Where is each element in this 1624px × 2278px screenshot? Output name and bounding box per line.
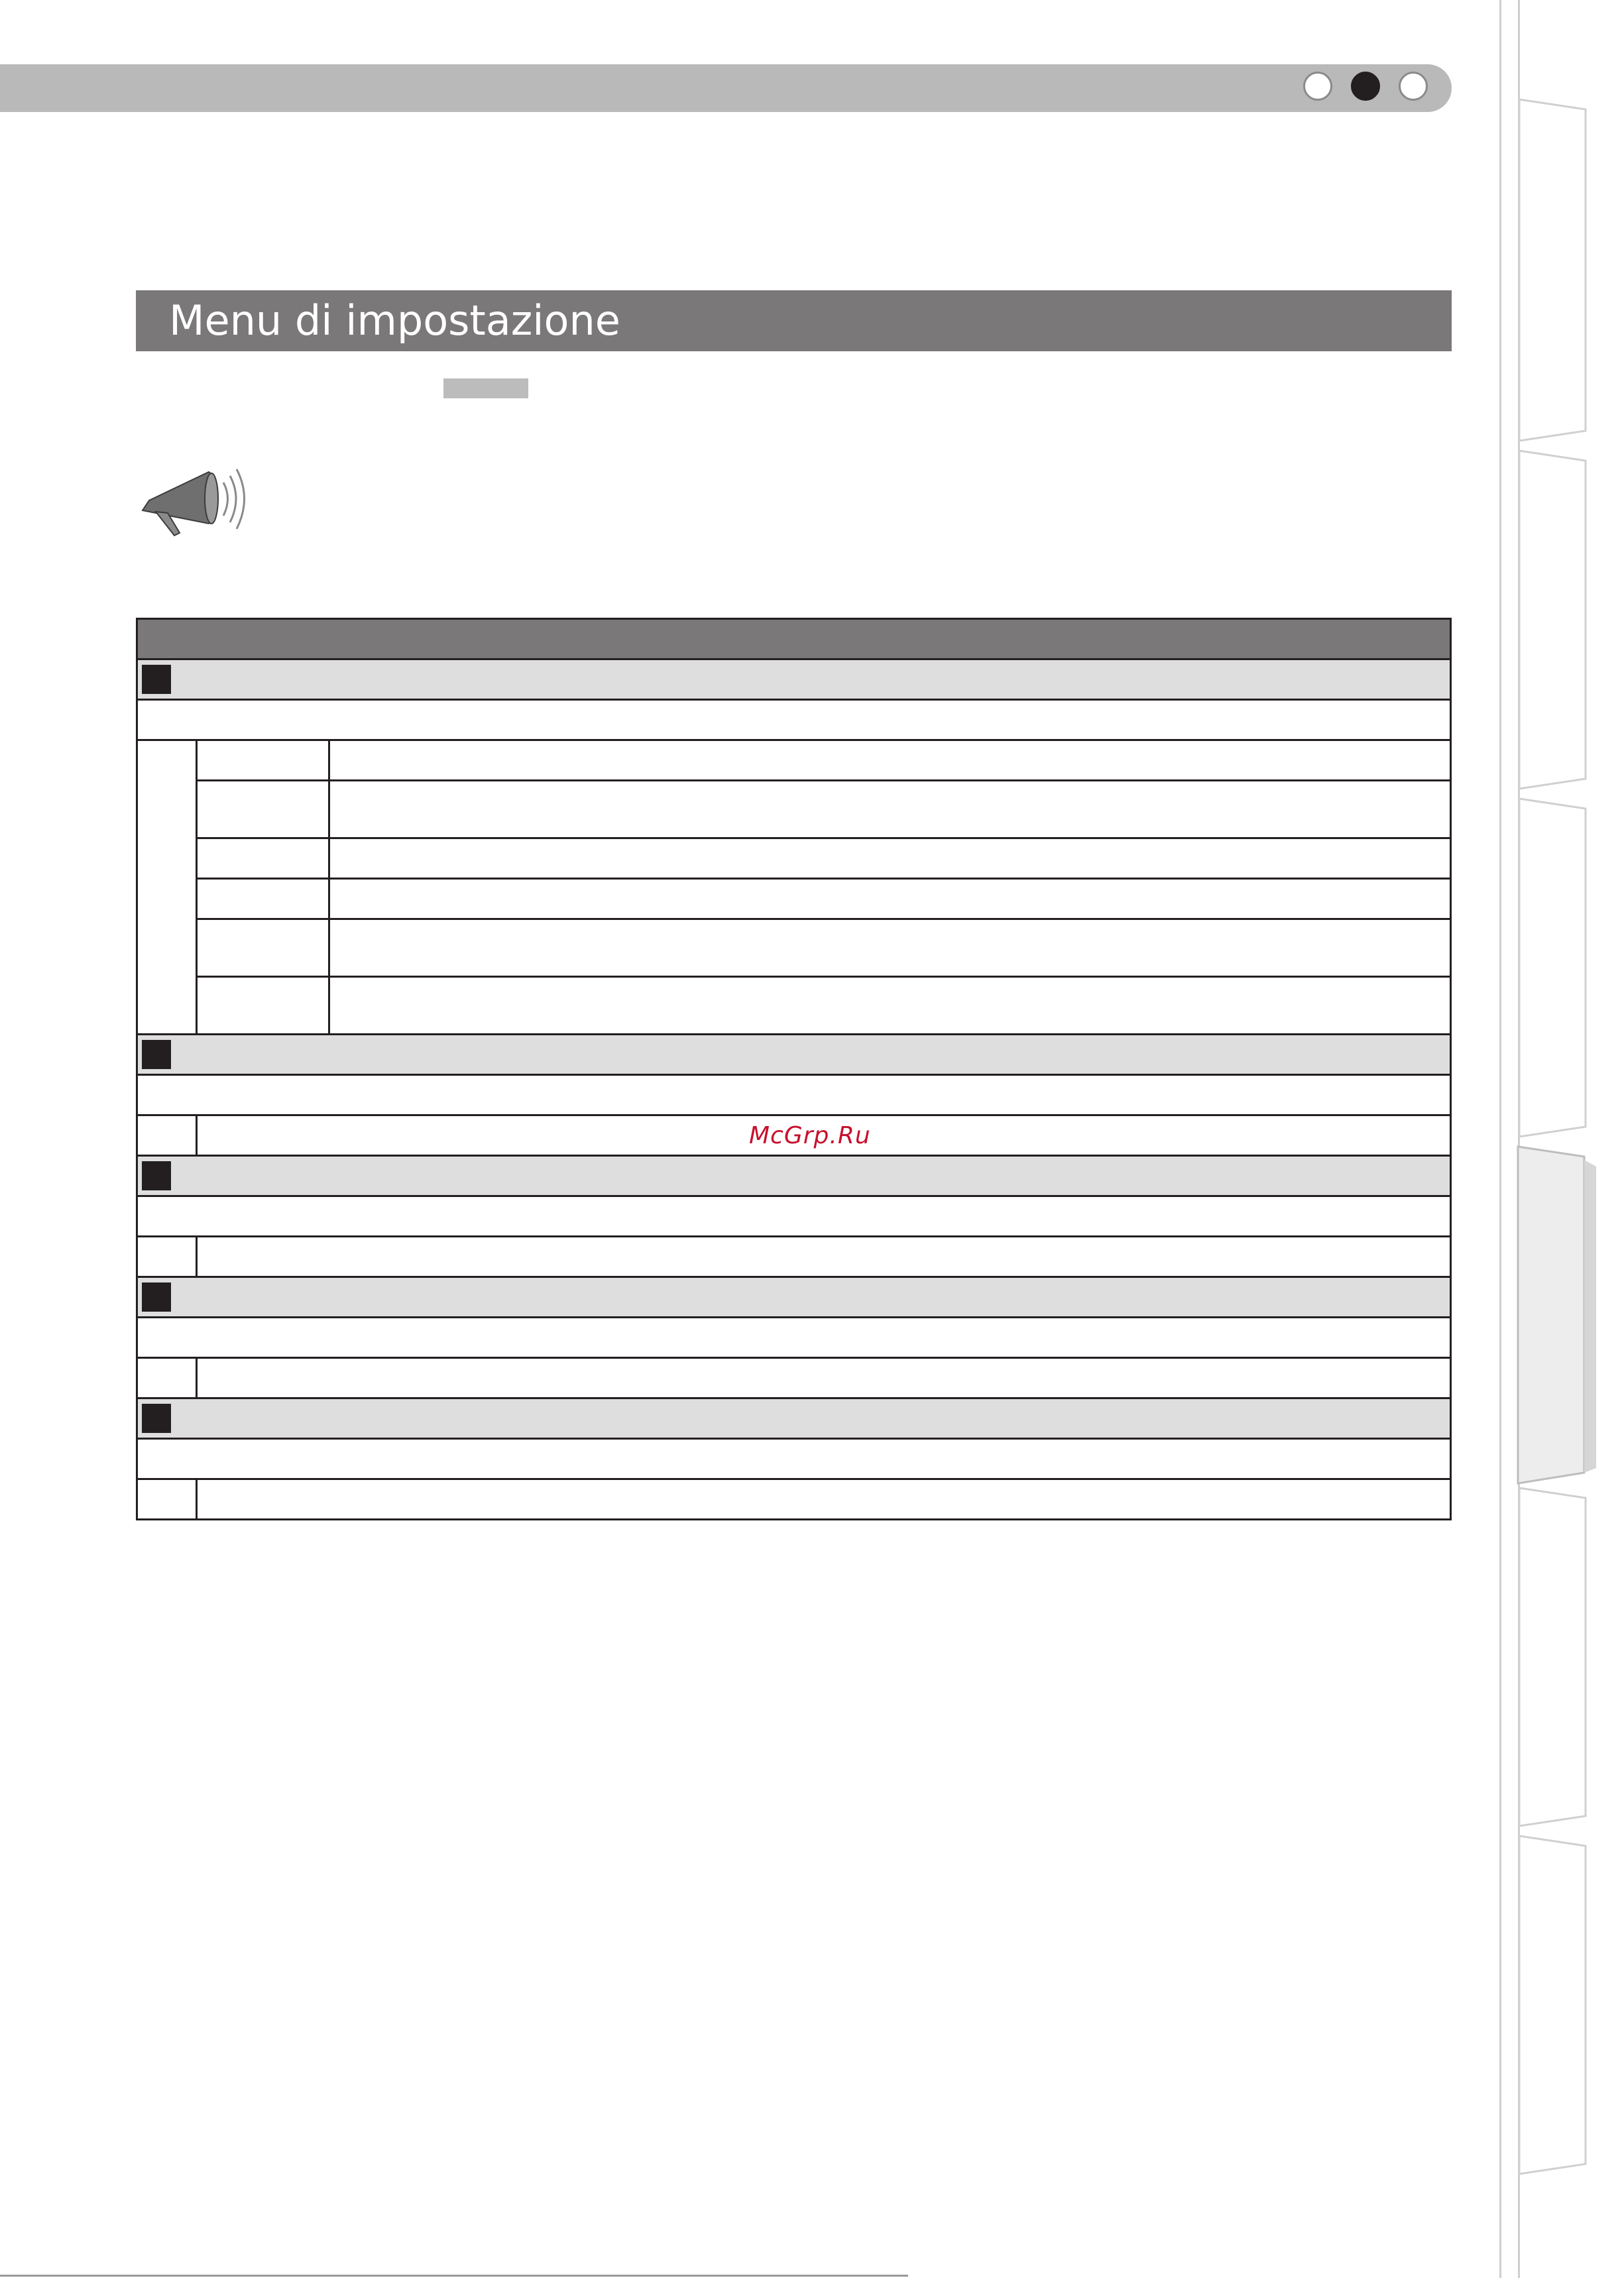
- section-marker-icon: [142, 1404, 171, 1433]
- header-bar: [0, 64, 1452, 112]
- chapter-tab-active: [1518, 1147, 1584, 1483]
- page-indicator-dot-filled: [1351, 72, 1380, 101]
- section-marker-icon: [142, 665, 171, 694]
- settings-table: [136, 618, 1452, 1520]
- table-group-row: [137, 659, 1451, 700]
- chapter-tab: [1519, 99, 1586, 441]
- table-row: [137, 1237, 1451, 1277]
- chapter-tab: [1519, 799, 1586, 1137]
- chapter-tab: [1519, 1836, 1586, 2174]
- section-title: Menu di impostazione: [136, 290, 1452, 351]
- page-indicator-dot-empty: [1303, 72, 1332, 101]
- highlight-tag: [443, 378, 528, 398]
- section-marker-icon: [142, 1161, 171, 1190]
- section-marker-icon: [142, 1282, 171, 1312]
- table-row: [137, 838, 1451, 879]
- table-row: [137, 781, 1451, 838]
- table-row: [137, 1439, 1451, 1479]
- megaphone-icon: [136, 457, 249, 550]
- table-row: [137, 1196, 1451, 1237]
- table-group-row: [137, 1156, 1451, 1196]
- table-group-row: [137, 1277, 1451, 1318]
- section-marker-icon: [142, 1040, 171, 1069]
- table-row: [137, 1318, 1451, 1358]
- table-row: [137, 1479, 1451, 1520]
- table-row: [137, 1358, 1451, 1398]
- table-group-row: [137, 1035, 1451, 1075]
- chapter-tab: [1519, 451, 1586, 789]
- table-row: [137, 700, 1451, 740]
- table-row: [137, 977, 1451, 1035]
- page-bottom-rule: [0, 2275, 908, 2277]
- watermark-text: McGrp.Ru: [749, 1122, 871, 1149]
- chapter-tabs: [1499, 0, 1624, 2278]
- chapter-tab-shapes: [1499, 0, 1624, 2278]
- table-row: [137, 879, 1451, 919]
- page-indicator-dot-empty: [1399, 72, 1428, 101]
- table-row: [137, 1075, 1451, 1115]
- table-row: [137, 919, 1451, 977]
- chapter-tab: [1519, 1488, 1586, 1826]
- table-header-row: [137, 619, 1451, 659]
- table-row: [137, 740, 1451, 781]
- table-group-row: [137, 1398, 1451, 1439]
